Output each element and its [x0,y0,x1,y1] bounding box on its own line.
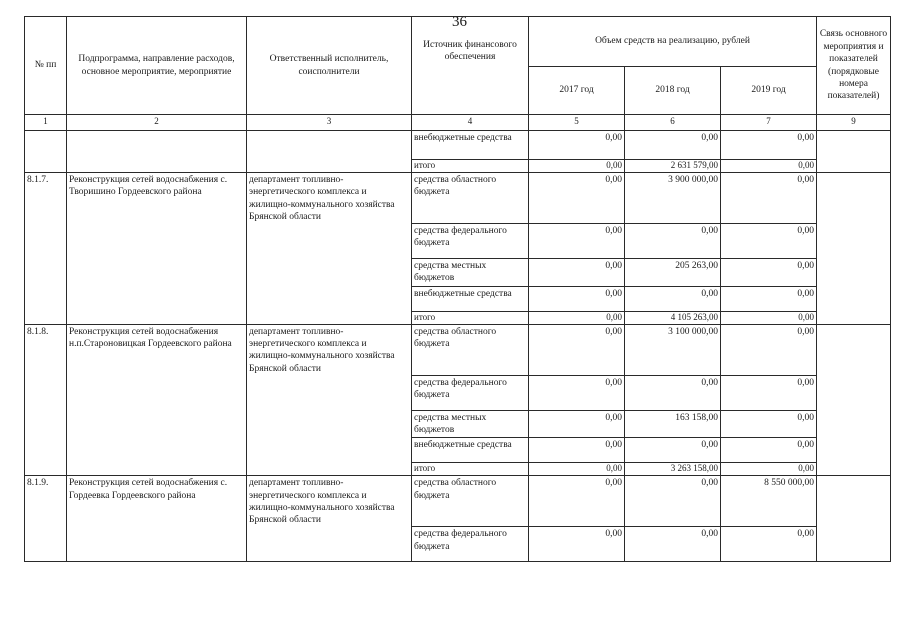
value-2017: 0,00 [529,375,625,410]
source-cell: средства местных бюджетов [412,259,529,287]
value-2019: 0,00 [721,259,817,287]
source-cell: средства федерального бюджета [412,375,529,410]
value-2019: 0,00 [721,527,817,562]
col-number: 9 [817,115,891,131]
entry-name: Реконструкция сетей водоснабжения н.п.Староновицкая Гордеевского района [67,324,247,476]
entry-executor: департамент топливно-энергетического комплекса и жилищно-коммунального хозяйства Брянской области [247,476,412,562]
value-2019: 0,00 [721,410,817,438]
value-2017: 0,00 [529,324,625,375]
source-cell: средства федерального бюджета [412,527,529,562]
value-2018: 0,00 [625,438,721,463]
value-2017: 0,00 [529,131,625,160]
value-2018: 163 158,00 [625,410,721,438]
value-2018: 2 631 579,00 [625,160,721,173]
header-volume: Объем средств на реализацию, рублей [529,17,817,67]
value-2017: 0,00 [529,173,625,224]
value-2017: 0,00 [529,410,625,438]
source-cell: итого [412,311,529,324]
col-number: 2 [67,115,247,131]
value-2019: 0,00 [721,463,817,476]
value-2019: 0,00 [721,286,817,311]
header-program: Подпрограмма, направление расходов, основное мероприятие, мероприятие [67,17,247,115]
table-row [25,173,891,224]
col-number: 1 [25,115,67,131]
table-row [25,131,891,160]
header-source: Источник финансового обеспечения [412,17,529,115]
source-cell: средства областного бюджета [412,476,529,527]
value-2018: 3 100 000,00 [625,324,721,375]
value-2018: 0,00 [625,286,721,311]
value-2017: 0,00 [529,259,625,287]
value-2017: 0,00 [529,463,625,476]
value-2017: 0,00 [529,160,625,173]
col-number: 4 [412,115,529,131]
entry-number: 8.1.8. [25,324,67,476]
value-2018: 0,00 [625,224,721,259]
value-2017: 0,00 [529,311,625,324]
source-cell: итого [412,160,529,173]
value-2017: 0,00 [529,224,625,259]
entry-name: Реконструкция сетей водоснабжения с. Гордеевка Гордеевского района [67,476,247,562]
source-cell: средства областного бюджета [412,173,529,224]
value-2017: 0,00 [529,476,625,527]
header-executor: Ответственный исполнитель, соисполнители [247,17,412,115]
value-2018: 0,00 [625,131,721,160]
value-2018: 3 263 158,00 [625,463,721,476]
table-row [25,324,891,375]
value-2019: 0,00 [721,173,817,224]
value-2017: 0,00 [529,527,625,562]
source-cell: итого [412,463,529,476]
col-number: 5 [529,115,625,131]
header-no: № пп [25,17,67,115]
source-cell: внебюджетные средства [412,438,529,463]
value-2019: 0,00 [721,438,817,463]
col-number: 6 [625,115,721,131]
value-2019: 0,00 [721,160,817,173]
col-number: 7 [721,115,817,131]
value-2018: 0,00 [625,476,721,527]
value-2019: 0,00 [721,224,817,259]
entry-executor: департамент топливно-энергетического комплекса и жилищно-коммунального хозяйства Брянской области [247,324,412,476]
entry-executor: департамент топливно-энергетического комплекса и жилищно-коммунального хозяйства Брянской области [247,173,412,325]
value-2019: 0,00 [721,324,817,375]
header-link: Связь основного мероприятия и показателей (порядковые номера показателей) [817,17,891,115]
value-2019: 0,00 [721,131,817,160]
value-2018: 0,00 [625,375,721,410]
source-cell: внебюджетные средства [412,131,529,160]
value-2019: 0,00 [721,375,817,410]
header-year-2018: 2018 год [625,67,721,115]
value-2018: 205 263,00 [625,259,721,287]
page-number: 36 [452,14,467,30]
entry-name: Реконструкция сетей водоснабжения с. Творишино Гордеевского района [67,173,247,325]
source-cell: внебюджетные средства [412,286,529,311]
source-cell: средства федерального бюджета [412,224,529,259]
value-2018: 4 105 263,00 [625,311,721,324]
source-cell: средства местных бюджетов [412,410,529,438]
value-2019: 8 550 000,00 [721,476,817,527]
value-2018: 3 900 000,00 [625,173,721,224]
source-cell: средства областного бюджета [412,324,529,375]
value-2019: 0,00 [721,311,817,324]
header-year-2019: 2019 год [721,67,817,115]
entry-number: 8.1.7. [25,173,67,325]
value-2018: 0,00 [625,527,721,562]
table-row [25,476,891,527]
entry-number: 8.1.9. [25,476,67,562]
col-number: 3 [247,115,412,131]
budget-table [24,16,891,562]
value-2017: 0,00 [529,286,625,311]
value-2017: 0,00 [529,438,625,463]
header-year-2017: 2017 год [529,67,625,115]
